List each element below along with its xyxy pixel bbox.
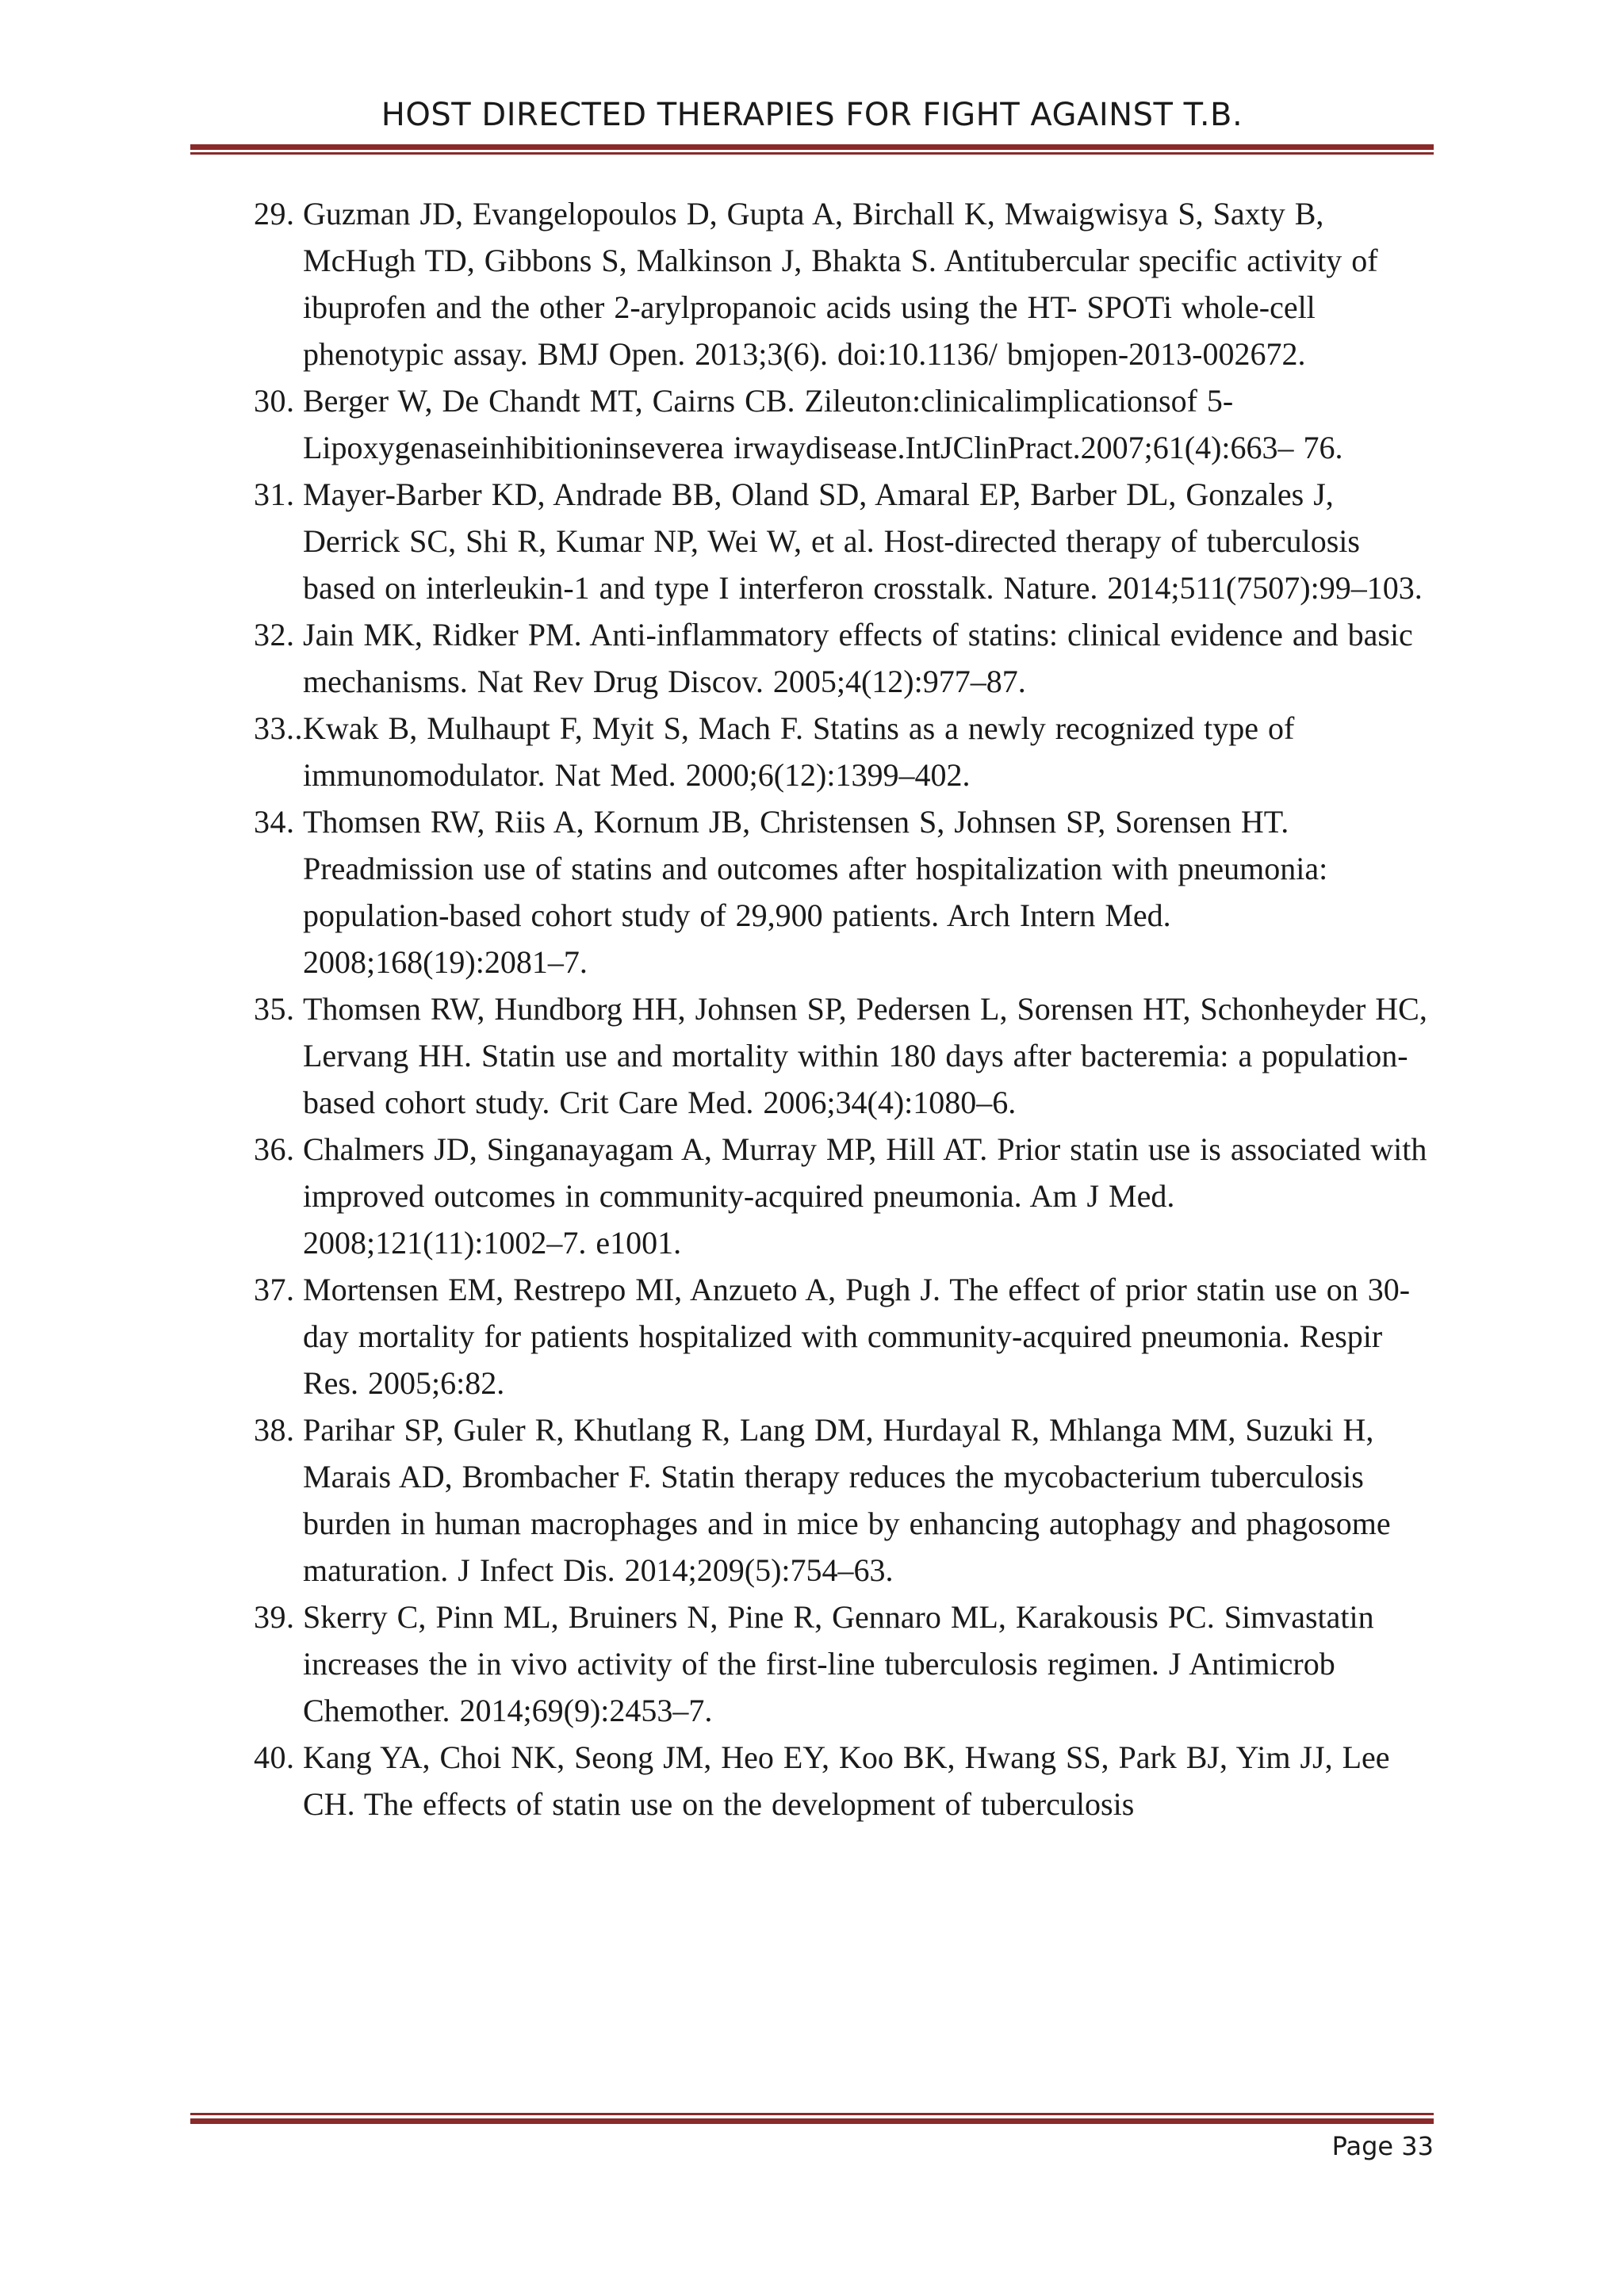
reference-number: 37. xyxy=(254,1272,295,1307)
reference-number: 40. xyxy=(254,1739,295,1775)
reference-text: Guzman JD, Evangelopoulos D, Gupta A, Birchall K, Mwaigwisya S, Saxty B, McHugh TD, Gibbons S, Malkinson J, Bhakta S. Antitubercular specific activity of ibuprofen and the other 2-arylpropanoic acids using the HT- SPOTi whole-cell phenotypic assay. BMJ Open. 2013;3(6). doi:10.1136/ bmjopen-2013-002672. xyxy=(303,196,1378,372)
reference-text: Kwak B, Mulhaupt F, Myit S, Mach F. Statins as a newly recognized type of immunomodulator. Nat Med. 2000;6(12):1399–402. xyxy=(303,710,1295,793)
reference-text: Mayer-Barber KD, Andrade BB, Oland SD, Amaral EP, Barber DL, Gonzales J, Derrick SC, Shi R, Kumar NP, Wei W, et al. Host-directed therapy of tuberculosis based on interleukin-1 and type I interferon crosstalk. Nature. 2014;511(7507):99–103. xyxy=(303,476,1423,606)
reference-text: Kang YA, Choi NK, Seong JM, Heo EY, Koo BK, Hwang SS, Park BJ, Yim JJ, Lee CH. The effects of statin use on the development of tuberculosis xyxy=(303,1739,1390,1822)
reference-number: 31. xyxy=(254,476,295,512)
reference-number: 34. xyxy=(254,804,295,840)
reference-text: Thomsen RW, Hundborg HH, Johnsen SP, Pedersen L, Sorensen HT, Schonheyder HC, Lervang HH. Statin use and mortality within 180 days after bacteremia: a population-based cohort study. Crit Care Med. 2006;34(4):1080–6. xyxy=(303,991,1427,1120)
reference-number: 39. xyxy=(254,1599,295,1635)
reference-number: 36. xyxy=(254,1131,295,1167)
reference-list xyxy=(254,190,1427,1827)
reference-item xyxy=(254,1594,1427,1734)
reference-item xyxy=(254,798,1427,985)
reference-item xyxy=(254,471,1427,611)
reference-text: Chalmers JD, Singanayagam A, Murray MP, Hill AT. Prior statin use is associated with improved outcomes in community-acquired pneumonia. Am J Med. 2008;121(11):1002–7. e1001. xyxy=(303,1131,1427,1261)
reference-item xyxy=(254,1266,1427,1406)
reference-item xyxy=(254,1734,1427,1827)
reference-text: Jain MK, Ridker PM. Anti-inflammatory effects of statins: clinical evidence and basic mechanisms. Nat Rev Drug Discov. 2005;4(12):977–87. xyxy=(303,617,1413,699)
reference-item xyxy=(254,611,1427,705)
reference-text: Parihar SP, Guler R, Khutlang R, Lang DM, Hurdayal R, Mhlanga MM, Suzuki H, Marais AD, Brombacher F. Statin therapy reduces the mycobacterium tuberculosis burden in human macrophages and in mice by enhancing autophagy and phagosome maturation. J Infect Dis. 2014;209(5):754–63. xyxy=(303,1412,1391,1588)
reference-number: 30. xyxy=(254,383,295,419)
footer-rule-thin xyxy=(190,2113,1434,2115)
reference-text: Berger W, De Chandt MT, Cairns CB. Zileuton:clinicalimplicationsof 5-Lipoxygenaseinhibitioninseverea irwaydisease.IntJClinPract.2007;61(4):663– 76. xyxy=(303,383,1343,465)
reference-item xyxy=(254,1406,1427,1594)
reference-item xyxy=(254,985,1427,1126)
reference-number: 33.. xyxy=(254,710,303,746)
reference-item xyxy=(254,705,1427,798)
header-rule-thick xyxy=(190,144,1434,150)
reference-item xyxy=(254,377,1427,471)
reference-number: 29. xyxy=(254,196,295,232)
reference-number: 35. xyxy=(254,991,295,1027)
reference-text: Mortensen EM, Restrepo MI, Anzueto A, Pugh J. The effect of prior statin use on 30-day mortality for patients hospitalized with community-acquired pneumonia. Respir Res. 2005;6:82. xyxy=(303,1272,1411,1401)
reference-item xyxy=(254,1126,1427,1266)
footer-rule-thick xyxy=(190,2118,1434,2124)
reference-number: 32. xyxy=(254,617,295,652)
reference-item xyxy=(254,190,1427,377)
reference-text: Skerry C, Pinn ML, Bruiners N, Pine R, Gennaro ML, Karakousis PC. Simvastatin increases the in vivo activity of the first-line tuberculosis regimen. J Antimicrob Chemother. 2014;69(9):2453–7. xyxy=(303,1599,1374,1728)
reference-number: 38. xyxy=(254,1412,295,1448)
header-rule-thin xyxy=(190,152,1434,155)
reference-text: Thomsen RW, Riis A, Kornum JB, Christensen S, Johnsen SP, Sorensen HT. Preadmission use of statins and outcomes after hospitalization with pneumonia: population-based cohort study of 29,900 patients. Arch Intern Med. 2008;168(19):2081–7. xyxy=(303,804,1328,980)
page-header-title: HOST DIRECTED THERAPIES FOR FIGHT AGAINST T.B. xyxy=(381,97,1243,133)
page-number: Page 33 xyxy=(1331,2131,1434,2161)
